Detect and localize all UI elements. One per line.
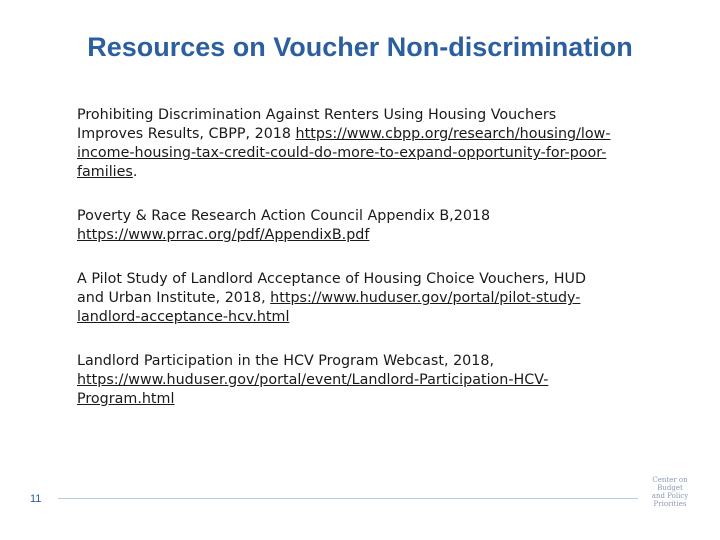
- logo-line: Center on: [652, 476, 688, 484]
- resource-entry: [77, 270, 617, 327]
- resource-entry: [77, 207, 617, 245]
- resource-link[interactable]: https://www.huduser.gov/portal/pilot-study-landlord-acceptance-hcv.html: [77, 290, 581, 325]
- resource-text: Landlord Participation in the HCV Program Webcast, 2018,: [77, 353, 494, 369]
- resource-suffix: .: [132, 164, 138, 180]
- footer-divider: [58, 498, 638, 499]
- logo-line: Priorities: [653, 500, 687, 508]
- page-number: 11: [30, 493, 42, 505]
- logo-line: and Policy: [651, 492, 689, 500]
- resource-text: Prohibiting Discrimination Against Renters Using Housing Vouchers Improves Results, CBPP, 2018: [77, 107, 557, 142]
- resource-link[interactable]: https://www.huduser.gov/portal/event/Landlord-Participation-HCV-Program.html: [77, 372, 549, 407]
- resource-entry: [77, 106, 617, 182]
- slide-title: Resources on Voucher Non-discrimination: [87, 32, 633, 62]
- resource-list: [77, 106, 617, 434]
- resource-link[interactable]: https://www.cbpp.org/research/housing/low-income-housing-tax-credit-could-do-more-to-expand-opportunity-for-poor-families: [77, 126, 611, 180]
- resource-text: A Pilot Study of Landlord Acceptance of Housing Choice Vouchers, HUD and Urban Institute, 2018,: [77, 271, 586, 306]
- cbpp-logo: [646, 476, 694, 516]
- logo-line: Budget: [657, 484, 683, 492]
- resource-link[interactable]: https://www.prrac.org/pdf/AppendixB.pdf: [77, 227, 370, 243]
- resource-entry: [77, 352, 617, 409]
- resource-text: Poverty & Race Research Action Council Appendix B,2018: [77, 208, 491, 224]
